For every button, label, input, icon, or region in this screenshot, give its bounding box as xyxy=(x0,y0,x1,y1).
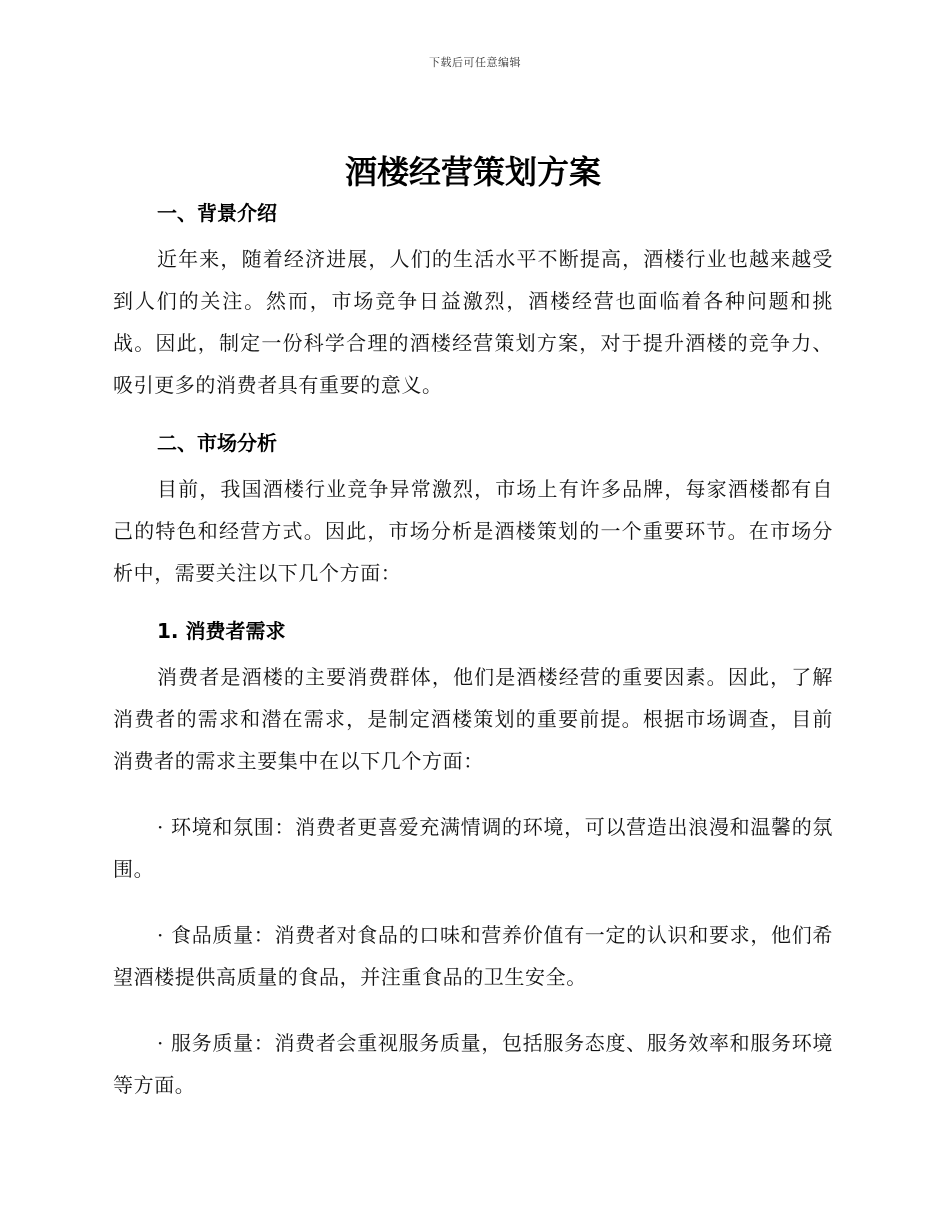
paragraph-market: 目前，我国酒楼行业竞争异常激烈，市场上有许多品牌，每家酒楼都有自己的特色和经营方式。因此，市场分析是酒楼策划的一个重要环节。在市场分析中，需要关注以下几个方面： xyxy=(113,477,833,585)
paragraph-consumer: 消费者是酒楼的主要消费群体，他们是酒楼经营的重要因素。因此，了解消费者的需求和潜在需求，是制定酒楼策划的重要前提。根据市场调查，目前消费者的需求主要集中在以下几个方面： xyxy=(113,665,833,773)
section-heading-market: 二、市场分析 xyxy=(157,431,277,455)
document-title: 酒楼经营策划方案 xyxy=(344,153,601,191)
section-heading-background: 一、背景介绍 xyxy=(157,201,277,225)
document-body xyxy=(113,150,833,1106)
header-note: 下载后可任意编辑 xyxy=(429,56,521,69)
bullet-item-environment: · 环境和氛围：消费者更喜爱充满情调的环境，可以营造出浪漫和温馨的氛围。 xyxy=(113,815,833,881)
paragraph-background: 近年来，随着经济进展，人们的生活水平不断提高，酒楼行业也越来越受到人们的关注。然而，市场竞争日益激烈，酒楼经营也面临着各种问题和挑战。因此，制定一份科学合理的酒楼经营策划方案，对于提升酒楼的竞争力、吸引更多的消费者具有重要的意义。 xyxy=(113,247,833,397)
bullet-item-food-quality: · 食品质量：消费者对食品的口味和营养价值有一定的认识和要求，他们希望酒楼提供高质量的食品，并注重食品的卫生安全。 xyxy=(113,923,833,989)
subsection-heading-consumer: 1. 消费者需求 xyxy=(157,619,286,643)
bullet-item-service-quality: · 服务质量：消费者会重视服务质量，包括服务态度、服务效率和服务环境等方面。 xyxy=(113,1031,833,1097)
